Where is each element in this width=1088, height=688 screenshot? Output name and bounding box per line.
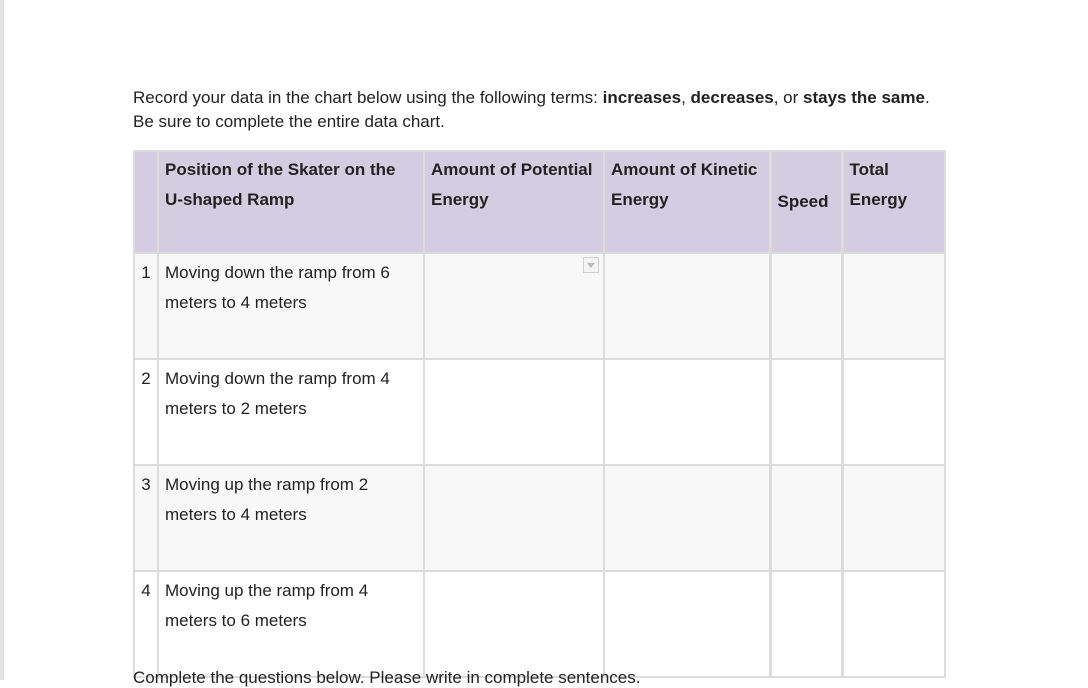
- position-cell[interactable]: [158, 465, 424, 571]
- table-header-row: [134, 151, 945, 253]
- total-energy-cell[interactable]: [842, 359, 945, 465]
- term-increases: increases: [602, 88, 682, 107]
- header-rownum-cell: [134, 151, 158, 253]
- energy-data-table: [133, 150, 946, 678]
- header-position-label: Position of the Skater on the U-shaped Ramp: [165, 160, 396, 209]
- kinetic-energy-cell[interactable]: [604, 359, 770, 465]
- position-cell[interactable]: [158, 253, 424, 359]
- row-number: 4: [134, 571, 158, 677]
- document-page: [133, 86, 953, 630]
- header-kinetic-label: Amount of Kinetic Energy: [611, 160, 758, 209]
- position-text: Moving up the ramp from 4 meters to 6 meters: [165, 581, 369, 630]
- total-energy-cell[interactable]: [842, 465, 945, 571]
- table-row: [134, 253, 945, 359]
- speed-cell[interactable]: [770, 571, 842, 677]
- potential-energy-cell[interactable]: [424, 571, 604, 677]
- position-text: Moving down the ramp from 4 meters to 2 meters: [165, 369, 390, 418]
- instructions-text: Record your data in the chart below using the following terms:: [133, 88, 603, 107]
- instructions-paragraph: [133, 86, 953, 134]
- header-kinetic-energy[interactable]: [604, 151, 770, 253]
- header-speed[interactable]: [770, 151, 842, 253]
- speed-cell[interactable]: [770, 465, 842, 571]
- row-number: 1: [134, 253, 158, 359]
- potential-energy-cell[interactable]: [424, 465, 604, 571]
- table-row: [134, 465, 945, 571]
- potential-energy-cell[interactable]: [424, 359, 604, 465]
- header-total-label: Total Energy: [849, 160, 908, 209]
- header-total-energy[interactable]: [842, 151, 945, 253]
- page-left-edge: [0, 0, 4, 680]
- header-potential-label: Amount of Potential Energy: [431, 160, 593, 209]
- dropdown-arrow-icon[interactable]: [583, 257, 599, 273]
- kinetic-energy-cell[interactable]: [604, 571, 770, 677]
- instructions-or: , or: [773, 88, 804, 107]
- potential-energy-cell[interactable]: [424, 253, 604, 359]
- header-potential-energy[interactable]: [424, 151, 604, 253]
- kinetic-energy-cell[interactable]: [604, 253, 770, 359]
- total-energy-cell[interactable]: [842, 253, 945, 359]
- header-position[interactable]: [158, 151, 424, 253]
- table-row: [134, 571, 945, 677]
- term-decreases: decreases: [690, 88, 774, 107]
- table-row: [134, 359, 945, 465]
- instructions-text-end: . Be sure to complete the entire data chart.: [133, 88, 930, 131]
- row-number: 2: [134, 359, 158, 465]
- position-text: Moving up the ramp from 2 meters to 4 meters: [165, 475, 369, 524]
- position-cell[interactable]: [158, 359, 424, 465]
- header-speed-label: Speed: [777, 192, 829, 211]
- questions-intro-text: Complete the questions below. Please write in complete sentences.: [133, 668, 641, 687]
- speed-cell[interactable]: [770, 359, 842, 465]
- speed-cell[interactable]: [770, 253, 842, 359]
- instructions-comma: ,: [681, 88, 691, 107]
- total-energy-cell[interactable]: [842, 571, 945, 677]
- row-number: 3: [134, 465, 158, 571]
- position-text: Moving down the ramp from 6 meters to 4 meters: [165, 263, 390, 312]
- position-cell[interactable]: [158, 571, 424, 677]
- term-stays-the-same: stays the same: [803, 88, 925, 107]
- kinetic-energy-cell[interactable]: [604, 465, 770, 571]
